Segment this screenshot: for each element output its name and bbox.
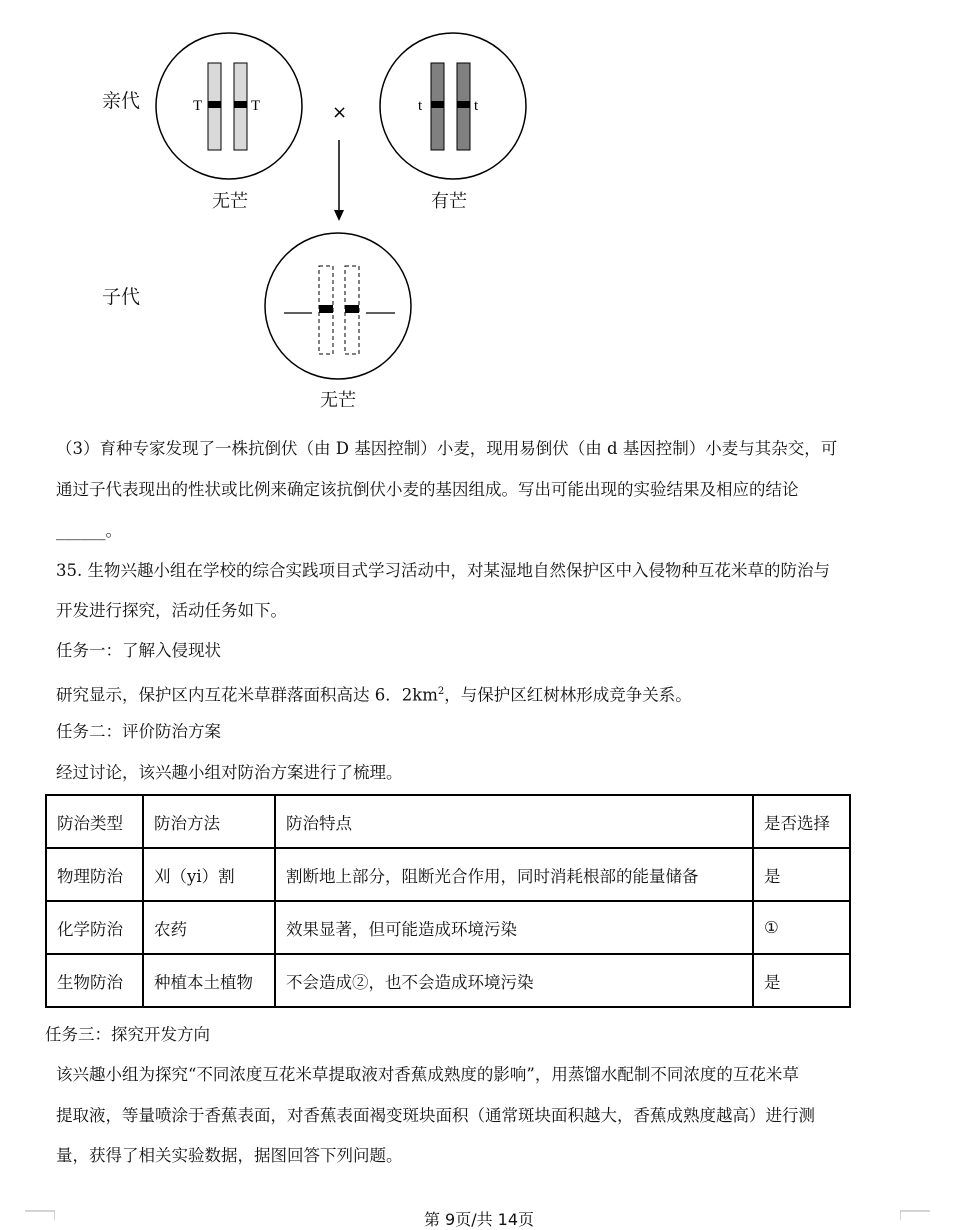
task1-text-b: ，与保护区红树林形成竞争关系。 [444, 685, 692, 705]
task1-heading: 任务一：了解入侵现状 [56, 641, 221, 660]
task3-line1: 该兴趣小组为探究“不同浓度互花米草提取液对香蕉成熟度的影响”，用蒸馏水配制不同浓度的互花米草 [56, 1065, 799, 1084]
task3-line2: 提取液，等量喷涂于香蕉表面，对香蕉表面褐变斑块面积（通常斑块面积越大，香蕉成熟度越高）进行测 [56, 1106, 815, 1125]
table-header-cell: 防治特点 [275, 795, 753, 848]
task2-heading: 任务二：评价防治方案 [56, 722, 221, 741]
table-cell: 生物防治 [46, 954, 143, 1007]
table-cell: 是 [753, 954, 850, 1007]
table-header-cell: 是否选择 [753, 795, 850, 848]
table-row [46, 901, 850, 954]
task2-text: 经过讨论，该兴趣小组对防治方案进行了梳理。 [56, 763, 403, 782]
question3-line1: （3）育种专家发现了一株抗倒伏（由 D 基因控制）小麦，现用易倒伏（由 d 基因控制）小麦与其杂交，可 [56, 439, 838, 458]
q35-line2: 开发进行探究，活动任务如下。 [56, 601, 287, 620]
task3-line3: 量，获得了相关实验数据，据图回答下列问题。 [56, 1146, 403, 1165]
table-cell: 农药 [143, 901, 275, 954]
table-cell: 割断地上部分，阻断光合作用，同时消耗根部的能量储备 [275, 848, 753, 901]
table-header-cell: 防治方法 [143, 795, 275, 848]
table-cell: 种植本土植物 [143, 954, 275, 1007]
parent2-gene-left: t [418, 98, 423, 114]
question3-answer-blank: ______。 [56, 521, 122, 540]
offspring-cell [265, 233, 411, 379]
page-number-footer: 第 9页/共 14页 [423, 1210, 535, 1229]
task3-heading: 任务三：探究开发方向 [45, 1025, 210, 1044]
table-cell: 物理防治 [46, 848, 143, 901]
offspring-caption: 无芒 [320, 390, 356, 411]
table-row [46, 954, 850, 1007]
parent1-cell [156, 33, 302, 179]
page-corner-mark-right [900, 1210, 930, 1220]
page-corner-mark-left [25, 1210, 55, 1220]
cross-diagram-svg [0, 0, 958, 420]
parent1-gene-left: T [193, 98, 203, 114]
down-arrow-icon [334, 140, 344, 221]
task1-superscript: 2 [437, 686, 445, 697]
table-cell: 是 [753, 848, 850, 901]
offspring-generation-label: 子代 [102, 286, 141, 308]
control-methods-table [45, 794, 851, 1008]
question3-line2: 通过子代表现出的性状或比例来确定该抗倒伏小麦的基因组成。写出可能出现的实验结果及相应的结论 [56, 480, 799, 499]
table-row [46, 848, 850, 901]
parent2-gene-right: t [474, 98, 479, 114]
parent1-gene-right: T [251, 98, 261, 114]
parent1-caption: 无芒 [212, 191, 248, 212]
table-cell: 刈（yi）割 [143, 848, 275, 901]
table-cell: 效果显著，但可能造成环境污染 [275, 901, 753, 954]
table-cell: 化学防治 [46, 901, 143, 954]
table-cell: ① [753, 901, 850, 954]
parent2-caption: 有芒 [431, 191, 467, 212]
table-cell: 不会造成②，也不会造成环境污染 [275, 954, 753, 1007]
genetic-cross-diagram [0, 0, 958, 420]
table-header-row [46, 795, 850, 848]
task1-text [56, 681, 692, 707]
parent2-cell [380, 33, 526, 179]
task1-text-a: 研究显示，保护区内互花米草群落面积高达 6．2km [56, 685, 438, 705]
q35-line1: 35. 生物兴趣小组在学校的综合实践项目式学习活动中，对某湿地自然保护区中入侵物种互花米草的防治与 [56, 561, 830, 580]
cross-symbol: × [332, 102, 348, 123]
table-header-cell: 防治类型 [46, 795, 143, 848]
parent-generation-label: 亲代 [102, 90, 141, 112]
